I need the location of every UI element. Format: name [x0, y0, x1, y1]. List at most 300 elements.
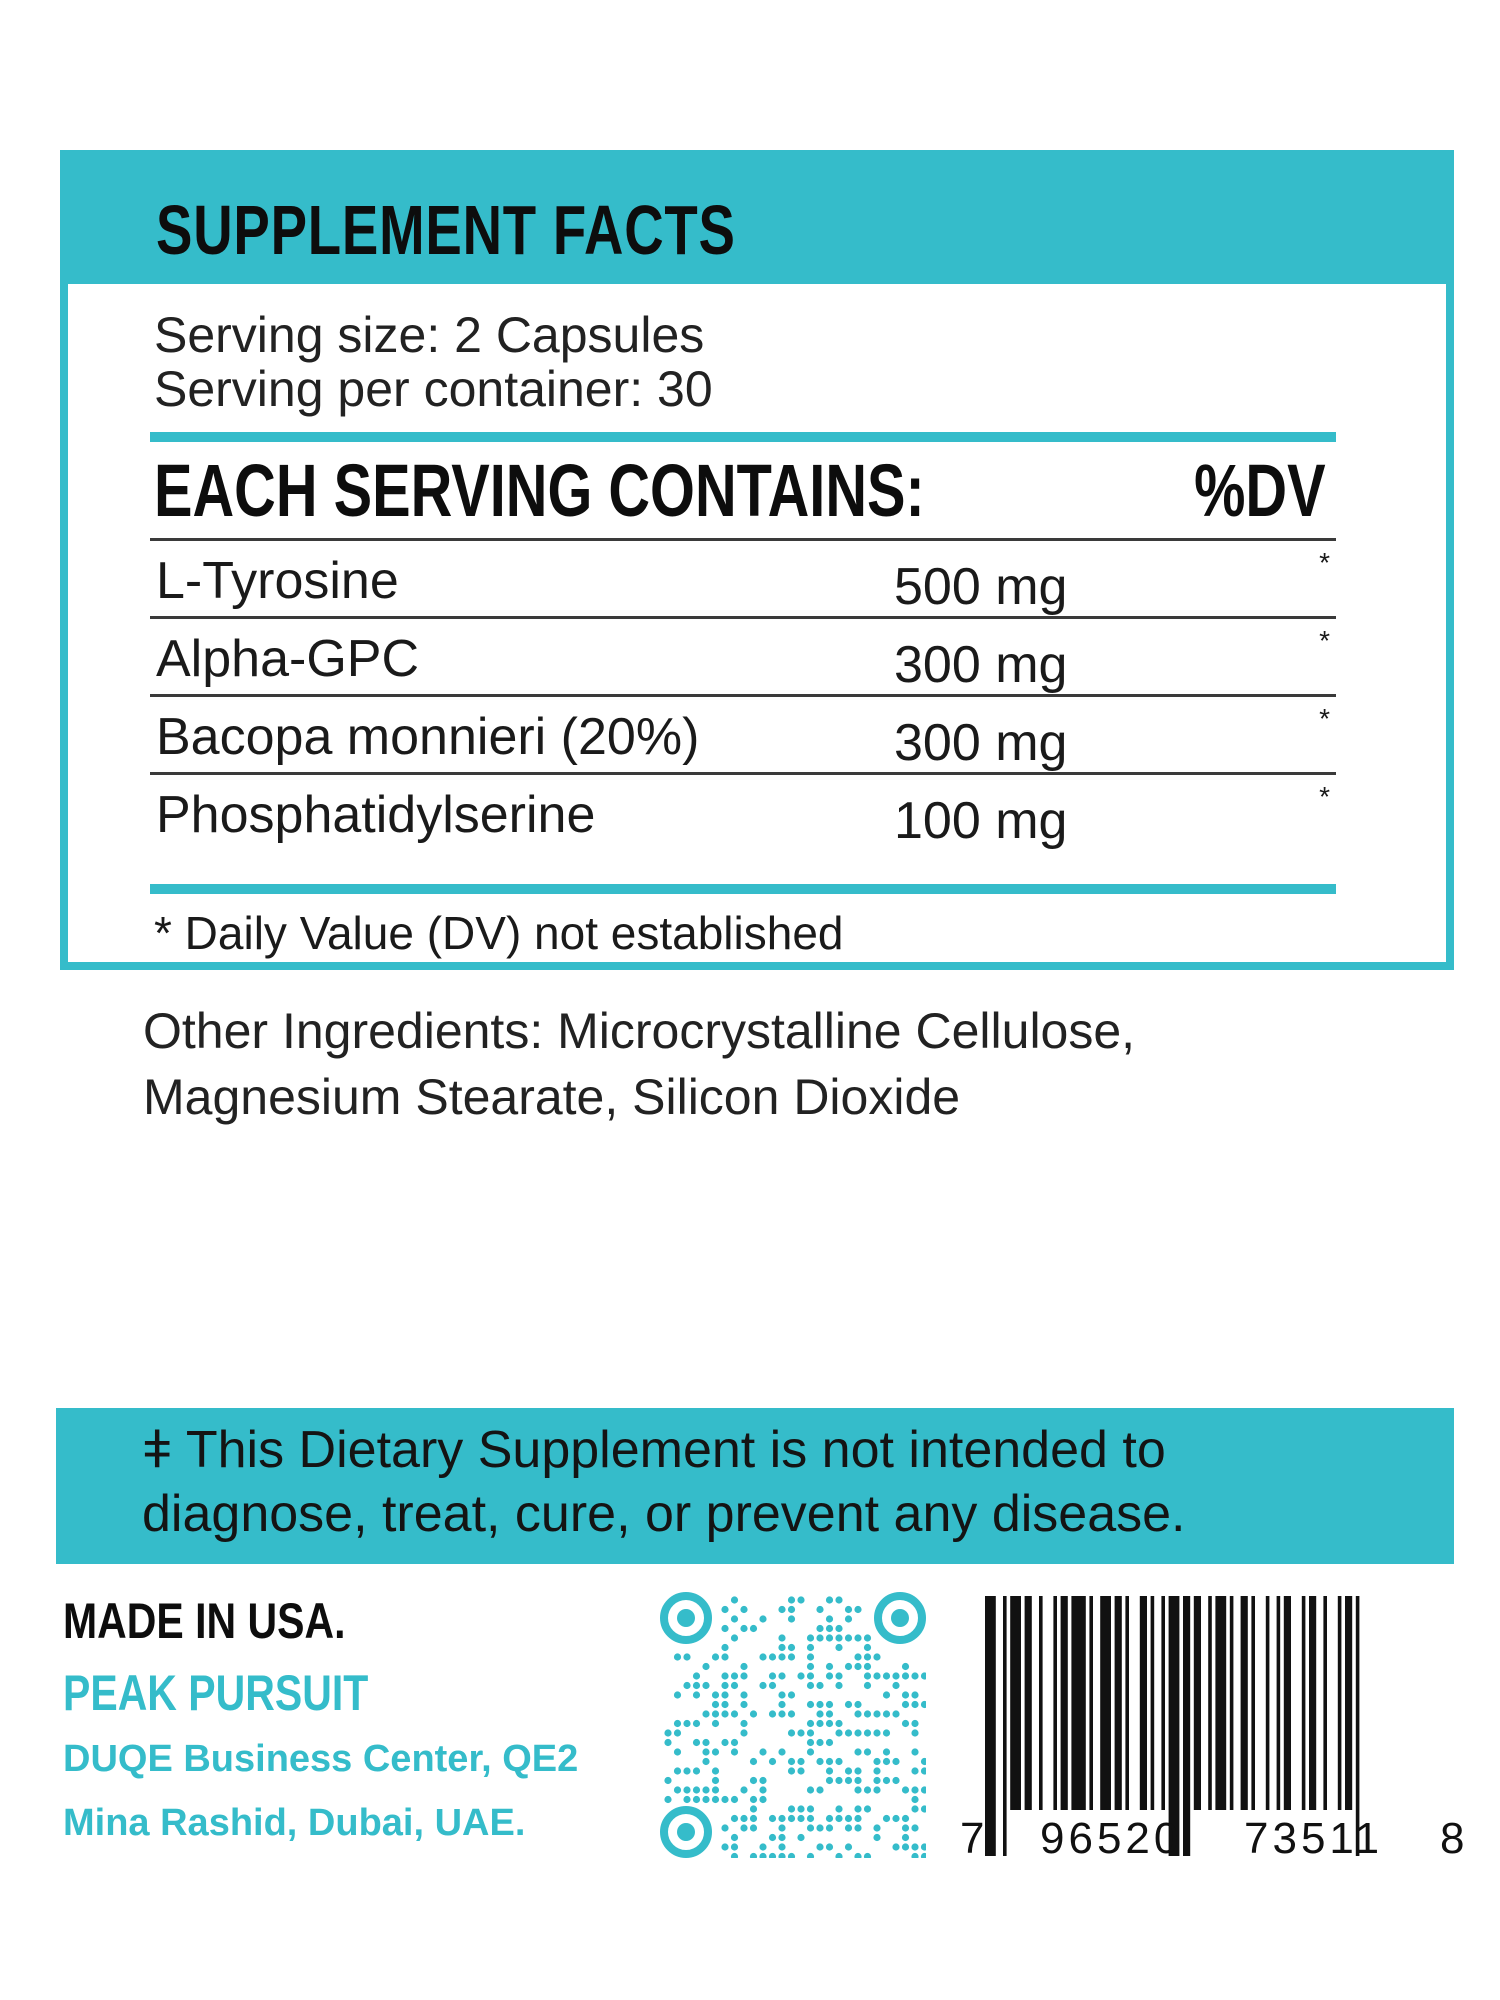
qr-dot: [702, 1758, 709, 1765]
qr-dot: [693, 1691, 700, 1698]
qr-dot: [864, 1634, 871, 1641]
qr-dot: [892, 1682, 899, 1689]
qr-dot: [826, 1710, 833, 1717]
qr-dot: [864, 1710, 871, 1717]
facts-title: SUPPLEMENT FACTS: [156, 191, 736, 269]
qr-dot: [664, 1729, 671, 1736]
qr-dot: [740, 1824, 747, 1831]
barcode-bar: [1309, 1596, 1316, 1810]
qr-dot: [807, 1663, 814, 1670]
qr-dot: [788, 1644, 795, 1651]
serving-per-container: Serving per container: 30: [154, 361, 713, 417]
qr-dot: [816, 1843, 823, 1850]
qr-dot: [788, 1758, 795, 1765]
barcode-bar: [1003, 1596, 1007, 1856]
qr-dot: [816, 1720, 823, 1727]
qr-dot: [902, 1843, 909, 1850]
qr-dot: [854, 1653, 861, 1660]
qr-dot: [750, 1710, 757, 1717]
ingredient-dv: *: [1319, 703, 1330, 734]
qr-dot: [750, 1824, 757, 1831]
qr-dot: [845, 1815, 852, 1822]
qr-dot: [883, 1815, 890, 1822]
qr-dot: [712, 1653, 719, 1660]
qr-dot: [826, 1758, 833, 1765]
qr-dot: [883, 1710, 890, 1717]
other-ingredients-line-2: Magnesium Stearate, Silicon Dioxide: [143, 1069, 961, 1125]
qr-code-icon: [660, 1592, 926, 1858]
other-ingredients-line-1: Other Ingredients: Microcrystalline Cellulose,: [143, 1003, 1136, 1059]
qr-dot: [769, 1682, 776, 1689]
qr-dot: [892, 1672, 899, 1679]
qr-dot: [712, 1777, 719, 1784]
qr-dot: [797, 1729, 804, 1736]
qr-dot: [807, 1815, 814, 1822]
qr-dot: [854, 1815, 861, 1822]
qr-dot: [797, 1767, 804, 1774]
qr-dot: [816, 1682, 823, 1689]
qr-dot: [759, 1653, 766, 1660]
qr-dot: [759, 1748, 766, 1755]
barcode-bar: [1140, 1596, 1147, 1810]
qr-dot: [873, 1824, 880, 1831]
qr-dot: [835, 1758, 842, 1765]
qr-dot: [731, 1672, 738, 1679]
qr-dot: [911, 1853, 918, 1858]
qr-dot: [807, 1653, 814, 1660]
qr-dot: [721, 1739, 728, 1746]
barcode-bar: [1053, 1596, 1057, 1810]
qr-dot: [873, 1834, 880, 1841]
qr-dot: [854, 1805, 861, 1812]
barcode-bar: [1302, 1596, 1306, 1810]
barcode-bar: [1115, 1596, 1122, 1810]
qr-dot: [807, 1748, 814, 1755]
qr-dot: [750, 1625, 757, 1632]
qr-dot: [750, 1796, 757, 1803]
qr-dot: [759, 1853, 766, 1858]
qr-dot: [683, 1653, 690, 1660]
qr-dot: [731, 1796, 738, 1803]
qr-dot: [835, 1634, 842, 1641]
qr-dot: [797, 1815, 804, 1822]
qr-dot: [740, 1815, 747, 1822]
divider-top: [150, 432, 1336, 442]
qr-dot: [674, 1748, 681, 1755]
qr-dot: [854, 1786, 861, 1793]
qr-dot: [674, 1720, 681, 1727]
qr-dot: [778, 1701, 785, 1708]
qr-dot: [883, 1748, 890, 1755]
qr-dot: [835, 1596, 842, 1603]
qr-dot: [807, 1786, 814, 1793]
ingredient-dv: *: [1319, 781, 1330, 812]
qr-dot: [759, 1796, 766, 1803]
qr-dot: [883, 1729, 890, 1736]
qr-dot: [826, 1625, 833, 1632]
qr-dot: [892, 1710, 899, 1717]
qr-dot: [835, 1805, 842, 1812]
qr-dot: [807, 1739, 814, 1746]
barcode-bar: [1125, 1596, 1129, 1810]
qr-dot: [835, 1682, 842, 1689]
qr-dot: [816, 1701, 823, 1708]
dv-footnote: * Daily Value (DV) not established: [154, 907, 844, 959]
qr-dot: [778, 1691, 785, 1698]
other-ingredients: [143, 998, 1135, 1130]
qr-dot: [712, 1720, 719, 1727]
qr-dot: [921, 1767, 926, 1774]
qr-dot: [712, 1767, 719, 1774]
qr-dot: [911, 1805, 918, 1812]
qr-dot: [902, 1786, 909, 1793]
qr-dot: [873, 1653, 880, 1660]
qr-dot: [816, 1824, 823, 1831]
qr-dot: [721, 1796, 728, 1803]
qr-dot: [693, 1720, 700, 1727]
ingredient-name: Phosphatidylserine: [156, 786, 596, 844]
qr-dot: [750, 1758, 757, 1765]
ingredient-row: [150, 616, 1336, 694]
qr-dot: [873, 1729, 880, 1736]
qr-dot: [674, 1653, 681, 1660]
qr-dot: [816, 1625, 823, 1632]
qr-dot: [721, 1824, 728, 1831]
qr-dot: [721, 1644, 728, 1651]
ingredient-row: [150, 772, 1336, 850]
qr-dot: [816, 1758, 823, 1765]
qr-dot: [864, 1748, 871, 1755]
qr-dot: [892, 1777, 899, 1784]
qr-dot: [845, 1634, 852, 1641]
qr-dot: [826, 1843, 833, 1850]
qr-dot: [712, 1691, 719, 1698]
qr-dot: [921, 1805, 926, 1812]
qr-dot: [731, 1739, 738, 1746]
qr-dot: [693, 1739, 700, 1746]
qr-dot: [788, 1596, 795, 1603]
qr-dot: [845, 1777, 852, 1784]
qr-dot: [731, 1596, 738, 1603]
qr-dot: [911, 1691, 918, 1698]
address-line-2: Mina Rashid, Dubai, UAE.: [63, 1802, 526, 1844]
qr-dot: [845, 1824, 852, 1831]
disclaimer-line-2: diagnose, treat, cure, or prevent any disease.: [142, 1485, 1186, 1543]
qr-dot: [854, 1853, 861, 1858]
barcode-bar: [1010, 1596, 1021, 1810]
qr-dot: [693, 1767, 700, 1774]
qr-dot: [769, 1815, 776, 1822]
disclaimer-text: [142, 1418, 1186, 1546]
qr-dot: [788, 1691, 795, 1698]
barcode-bar: [1194, 1596, 1201, 1810]
qr-dot: [864, 1672, 871, 1679]
qr-dot: [854, 1824, 861, 1831]
qr-dot: [721, 1672, 728, 1679]
qr-dot: [683, 1720, 690, 1727]
qr-dot: [797, 1834, 804, 1841]
qr-dot: [873, 1710, 880, 1717]
qr-dot: [778, 1815, 785, 1822]
qr-dot: [750, 1805, 757, 1812]
qr-dot: [693, 1672, 700, 1679]
qr-dot: [702, 1682, 709, 1689]
qr-dot: [807, 1824, 814, 1831]
qr-dot: [826, 1634, 833, 1641]
qr-dot: [721, 1653, 728, 1660]
qr-dot: [721, 1625, 728, 1632]
qr-dot: [683, 1796, 690, 1803]
qr-dot: [702, 1663, 709, 1670]
qr-dot: [826, 1672, 833, 1679]
qr-dot: [778, 1634, 785, 1641]
barcode-bar: [1071, 1596, 1085, 1810]
qr-dot: [902, 1663, 909, 1670]
qr-finder-top-right: [878, 1596, 922, 1640]
ingredient-amount: 500 mg: [894, 558, 1068, 616]
barcode-bar: [1100, 1596, 1111, 1810]
ingredient-dv: *: [1319, 547, 1330, 578]
qr-dot: [702, 1710, 709, 1717]
qr-dot: [826, 1720, 833, 1727]
qr-dot: [835, 1815, 842, 1822]
ingredient-name: Bacopa monnieri (20%): [156, 708, 700, 766]
qr-dot: [664, 1739, 671, 1746]
qr-dot: [845, 1767, 852, 1774]
qr-dot: [664, 1796, 671, 1803]
qr-dot: [731, 1615, 738, 1622]
barcode-bar: [1277, 1596, 1281, 1810]
qr-dot: [683, 1767, 690, 1774]
qr-dot: [778, 1710, 785, 1717]
qr-dot: [921, 1758, 926, 1765]
qr-dot: [693, 1796, 700, 1803]
barcode-bar: [1266, 1596, 1270, 1810]
qr-dot: [712, 1701, 719, 1708]
qr-dot: [797, 1672, 804, 1679]
qr-dot: [788, 1815, 795, 1822]
qr-dot: [788, 1606, 795, 1613]
barcode-bar: [1241, 1596, 1248, 1810]
qr-dot: [740, 1672, 747, 1679]
qr-dot: [778, 1672, 785, 1679]
qr-dot: [883, 1777, 890, 1784]
qr-dot: [712, 1710, 719, 1717]
qr-dot: [883, 1691, 890, 1698]
qr-dot: [835, 1729, 842, 1736]
qr-dot: [816, 1739, 823, 1746]
qr-dot: [731, 1682, 738, 1689]
qr-dot: [826, 1824, 833, 1831]
qr-dot: [788, 1729, 795, 1736]
qr-finder-bottom-left: [664, 1810, 708, 1854]
qr-dot: [788, 1710, 795, 1717]
qr-dot: [674, 1767, 681, 1774]
qr-dot: [854, 1701, 861, 1708]
dv-heading: %DV: [1194, 449, 1326, 532]
qr-dot: [702, 1796, 709, 1803]
qr-dot: [921, 1786, 926, 1793]
barcode-bar: [1061, 1596, 1068, 1810]
qr-dot: [740, 1786, 747, 1793]
ingredient-amount: 300 mg: [894, 714, 1068, 772]
qr-dot: [911, 1824, 918, 1831]
qr-dot: [845, 1701, 852, 1708]
qr-dot: [845, 1843, 852, 1850]
qr-dot: [854, 1634, 861, 1641]
barcode-left-group: 96520: [1040, 1814, 1183, 1863]
qr-dot: [740, 1663, 747, 1670]
qr-dot: [911, 1786, 918, 1793]
qr-dot: [674, 1786, 681, 1793]
qr-dot: [788, 1615, 795, 1622]
qr-dot: [873, 1758, 880, 1765]
disclaimer-line-1: ǂ This Dietary Supplement is not intended to: [142, 1421, 1166, 1479]
qr-dot: [902, 1691, 909, 1698]
barcode-lead-digit: 7: [960, 1814, 985, 1863]
qr-dot: [892, 1843, 899, 1850]
ingredient-name: Alpha-GPC: [156, 630, 419, 688]
qr-dot: [778, 1843, 785, 1850]
barcode-bar: [1208, 1596, 1212, 1810]
qr-dot: [778, 1834, 785, 1841]
qr-dot: [911, 1720, 918, 1727]
supplement-facts-panel: [60, 150, 1454, 970]
qr-dot: [902, 1815, 909, 1822]
qr-dot: [911, 1748, 918, 1755]
qr-dot: [769, 1853, 776, 1858]
ingredient-dv: *: [1319, 625, 1330, 656]
ingredient-row: [150, 538, 1336, 616]
qr-dot: [902, 1701, 909, 1708]
qr-dot: [750, 1815, 757, 1822]
qr-dot: [759, 1777, 766, 1784]
qr-dot: [807, 1720, 814, 1727]
qr-dot: [769, 1710, 776, 1717]
qr-dot: [835, 1853, 842, 1858]
barcode-bar: [1025, 1596, 1032, 1810]
qr-dot: [902, 1720, 909, 1727]
qr-dot: [807, 1634, 814, 1641]
qr-dot: [788, 1653, 795, 1660]
qr-dot: [864, 1729, 871, 1736]
qr-dot: [883, 1672, 890, 1679]
barcode-bar: [1089, 1596, 1093, 1810]
qr-dot: [807, 1805, 814, 1812]
qr-dot: [778, 1653, 785, 1660]
facts-header: [68, 158, 1446, 284]
qr-dot: [731, 1634, 738, 1641]
ingredient-row: [150, 694, 1336, 772]
barcode-icon: [955, 1596, 1465, 1856]
qr-dot: [921, 1853, 926, 1858]
qr-dot: [826, 1663, 833, 1670]
qr-dot: [845, 1606, 852, 1613]
qr-dot: [864, 1805, 871, 1812]
ingredient-name: L-Tyrosine: [156, 552, 399, 610]
qr-dot: [854, 1663, 861, 1670]
qr-dot: [664, 1777, 671, 1784]
qr-dot: [721, 1843, 728, 1850]
qr-dot: [674, 1691, 681, 1698]
qr-dot: [835, 1720, 842, 1727]
made-in-label: MADE IN USA.: [63, 1593, 346, 1649]
qr-dot: [854, 1710, 861, 1717]
divider-bottom: [150, 884, 1336, 894]
barcode-bar: [1338, 1596, 1342, 1810]
qr-dot: [759, 1682, 766, 1689]
qr-dot: [864, 1682, 871, 1689]
qr-dot: [721, 1710, 728, 1717]
barcode-bar: [1323, 1596, 1327, 1810]
qr-dot: [702, 1786, 709, 1793]
barcode-bar: [1183, 1596, 1190, 1856]
qr-dot: [902, 1672, 909, 1679]
qr-dot: [873, 1767, 880, 1774]
qr-dot: [921, 1672, 926, 1679]
barcode-check-digit: 8: [1440, 1814, 1465, 1863]
qr-dot: [826, 1739, 833, 1746]
qr-dot: [750, 1853, 757, 1858]
qr-dot: [921, 1701, 926, 1708]
qr-dot: [835, 1644, 842, 1651]
qr-dot: [807, 1701, 814, 1708]
qr-dot: [769, 1758, 776, 1765]
qr-dot: [712, 1786, 719, 1793]
qr-dot: [788, 1767, 795, 1774]
qr-dot: [693, 1786, 700, 1793]
qr-dot: [797, 1805, 804, 1812]
qr-dot: [702, 1748, 709, 1755]
qr-dot: [864, 1653, 871, 1660]
qr-dot: [873, 1672, 880, 1679]
qr-dot: [816, 1634, 823, 1641]
qr-dot: [740, 1701, 747, 1708]
qr-dot: [731, 1710, 738, 1717]
barcode-right-group: 73511: [1244, 1814, 1384, 1863]
qr-dot: [740, 1691, 747, 1698]
qr-dot: [683, 1786, 690, 1793]
qr-dot: [911, 1796, 918, 1803]
ingredient-amount: 100 mg: [894, 792, 1068, 850]
qr-dot: [740, 1625, 747, 1632]
qr-dot: [826, 1596, 833, 1603]
qr-dot: [854, 1606, 861, 1613]
qr-dot: [674, 1729, 681, 1736]
qr-dot: [873, 1777, 880, 1784]
qr-dot: [731, 1853, 738, 1858]
qr-dot: [797, 1758, 804, 1765]
qr-dot: [797, 1596, 804, 1603]
qr-dot: [911, 1729, 918, 1736]
qr-dot: [807, 1644, 814, 1651]
qr-dot: [769, 1834, 776, 1841]
qr-dot: [712, 1796, 719, 1803]
qr-dot: [740, 1720, 747, 1727]
barcode-bar: [1215, 1596, 1226, 1810]
qr-dot: [826, 1701, 833, 1708]
qr-dot: [845, 1663, 852, 1670]
qr-dot: [921, 1843, 926, 1850]
qr-dot: [826, 1615, 833, 1622]
qr-dot: [835, 1672, 842, 1679]
barcode-bar: [1039, 1596, 1043, 1810]
barcode-bar: [1161, 1596, 1165, 1810]
qr-dot: [721, 1606, 728, 1613]
qr-dot: [807, 1672, 814, 1679]
qr-dot: [721, 1691, 728, 1698]
qr-dot: [693, 1682, 700, 1689]
